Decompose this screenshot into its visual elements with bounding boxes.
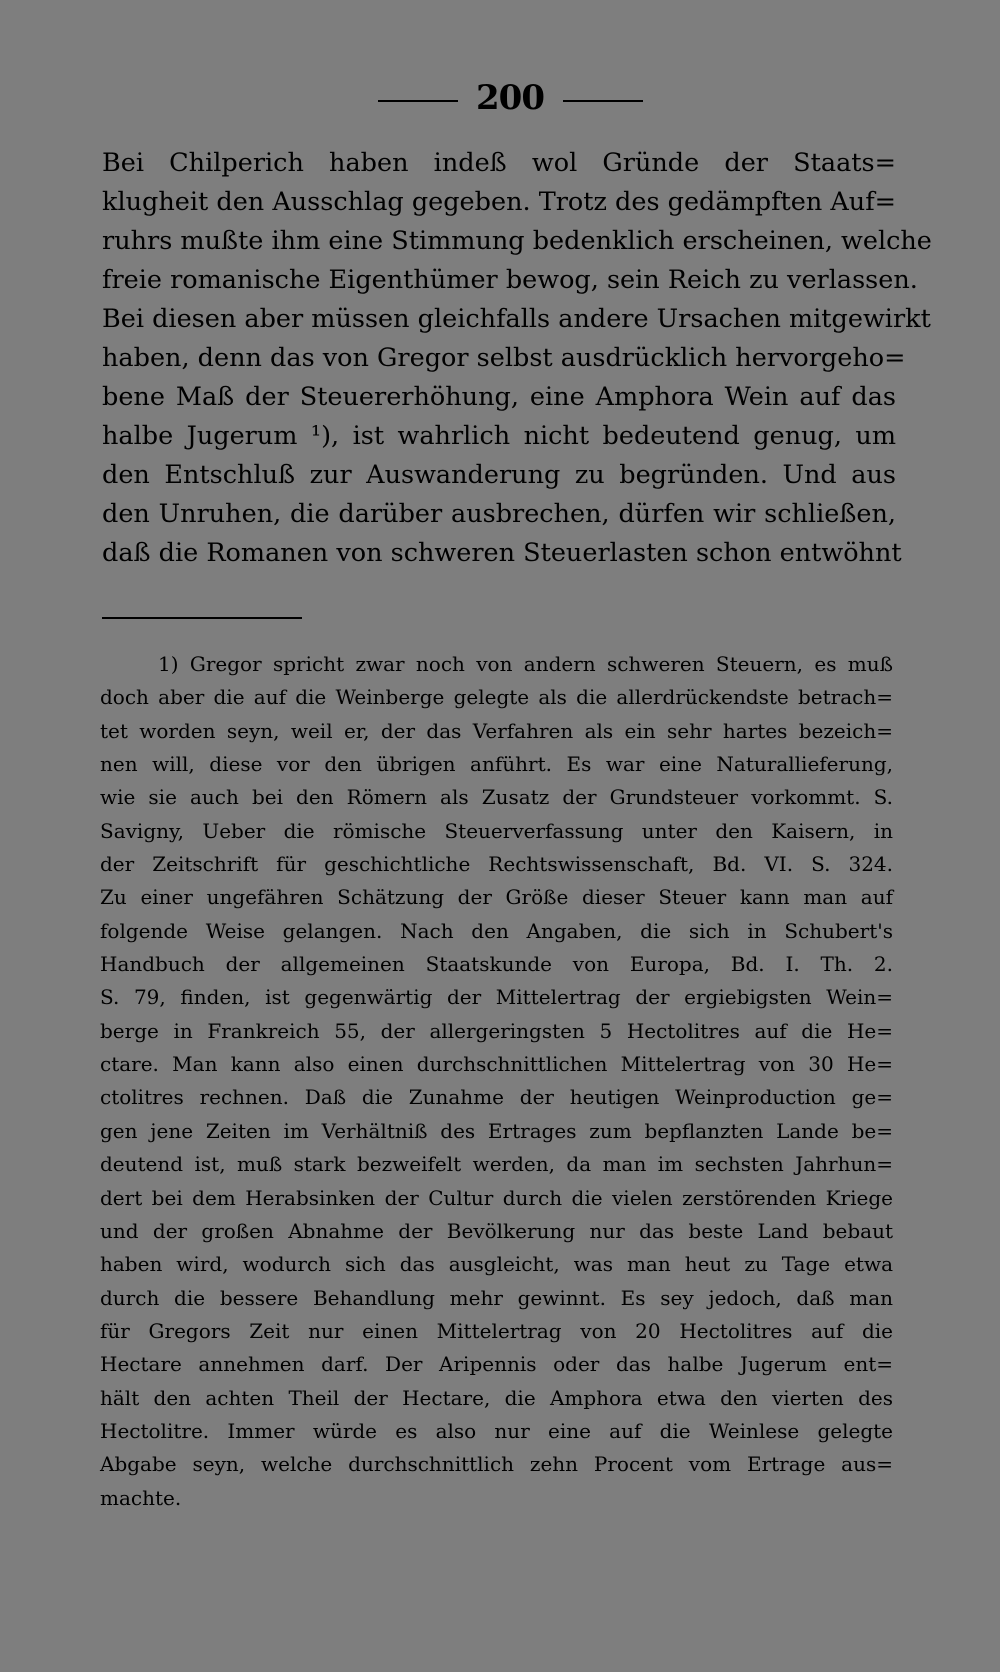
footnote-line: haben wird, wodurch sich das ausgleicht, was man heut zu Tage etwa	[100, 1252, 893, 1277]
text-line: bene Maß der Steuererhöhung, eine Amphora Wein auf das	[102, 382, 896, 412]
footnote-line: S. 79, finden, ist gegenwärtig der Mittelertrag der ergiebigsten Wein=	[100, 985, 893, 1010]
main-text	[102, 144, 932, 573]
header-rule-right	[563, 100, 643, 102]
footnote-line: ctare. Man kann also einen durchschnittlichen Mittelertrag von 30 He=	[100, 1052, 893, 1077]
page-header	[0, 76, 1000, 120]
text-line: den Entschluß zur Auswanderung zu begründen. Und aus	[102, 460, 896, 490]
footnote-line: machte.	[100, 1485, 182, 1510]
footnote-line: wie sie auch bei den Römern als Zusatz der Grundsteuer vorkommt. S.	[100, 785, 893, 810]
text-line: den Unruhen, die darüber ausbrechen, dürfen wir schließen,	[102, 499, 896, 529]
page-number: 200	[476, 78, 544, 118]
text-line: daß die Romanen von schweren Steuerlasten schon entwöhnt	[102, 538, 902, 568]
text-line: Bei Chilperich haben indeß wol Gründe der Staats=	[102, 148, 896, 178]
text-line: freie romanische Eigenthümer bewog, sein Reich zu verlassen.	[102, 265, 918, 295]
footnote-line: 1) Gregor spricht zwar noch von andern schweren Steuern, es muß	[158, 652, 893, 676]
footnote-line: ctolitres rechnen. Daß die Zunahme der heutigen Weinproduction ge=	[100, 1085, 893, 1110]
text-line: haben, denn das von Gregor selbst ausdrücklich hervorgeho=	[102, 343, 906, 373]
footnote-line: Zu einer ungefähren Schätzung der Größe dieser Steuer kann man auf	[100, 885, 893, 910]
text-line: ruhrs mußte ihm eine Stimmung bedenklich erscheinen, welche	[102, 226, 932, 256]
footnote-line: folgende Weise gelangen. Nach den Angaben, die sich in Schubert's	[100, 918, 893, 943]
footnote-line: durch die bessere Behandlung mehr gewinnt. Es sey jedoch, daß man	[100, 1285, 893, 1310]
header-rule-left	[378, 100, 458, 102]
footnote-line: berge in Frankreich 55, der allergeringsten 5 Hectolitres auf die He=	[100, 1018, 893, 1043]
footnote-line: Hectolitre. Immer würde es also nur eine auf die Weinlese gelegte	[100, 1418, 893, 1443]
footnote-line: hält den achten Theil der Hectare, die Amphora etwa den vierten des	[100, 1385, 893, 1410]
text-line: Bei diesen aber müssen gleichfalls andere Ursachen mitgewirkt	[102, 304, 931, 334]
footnote-line: dert bei dem Herabsinken der Cultur durch die vielen zerstörenden Kriege	[100, 1185, 893, 1210]
footnote-line: gen jene Zeiten im Verhältniß des Ertrages zum bepflanzten Lande be=	[100, 1118, 893, 1143]
footnote-line: Handbuch der allgemeinen Staatskunde von Europa, Bd. I. Th. 2.	[100, 952, 893, 977]
footnote-line: doch aber die auf die Weinberge gelegte als die allerdrückendste betrach=	[100, 685, 893, 710]
footnote-line: Hectare annehmen darf. Der Aripennis oder das halbe Jugerum ent=	[100, 1352, 893, 1377]
text-line: klugheit den Ausschlag gegeben. Trotz des gedämpften Auf=	[102, 187, 897, 217]
footnote-line: für Gregors Zeit nur einen Mittelertrag von 20 Hectolitres auf die	[100, 1318, 893, 1343]
footnote-line: nen will, diese vor den übrigen anführt. Es war eine Naturallieferung,	[100, 752, 893, 777]
footnote-line: Abgabe seyn, welche durchschnittlich zehn Procent vom Ertrage aus=	[100, 1452, 893, 1477]
footnote-line: deutend ist, muß stark bezweifelt werden, da man im sechsten Jahrhun=	[100, 1152, 893, 1177]
text-line: halbe Jugerum ¹), ist wahrlich nicht bedeutend genug, um	[102, 421, 896, 451]
footnote-line: der Zeitschrift für geschichtliche Rechtswissenschaft, Bd. VI. S. 324.	[100, 852, 893, 877]
footnote-line: und der großen Abnahme der Bevölkerung nur das beste Land bebaut	[100, 1218, 893, 1243]
footnote	[100, 648, 893, 1515]
footnote-line: tet worden seyn, weil er, der das Verfahren als ein sehr hartes bezeich=	[100, 718, 893, 743]
footnote-line: Savigny, Ueber die römische Steuerverfassung unter den Kaisern, in	[100, 818, 893, 843]
footnote-separator	[102, 617, 302, 619]
